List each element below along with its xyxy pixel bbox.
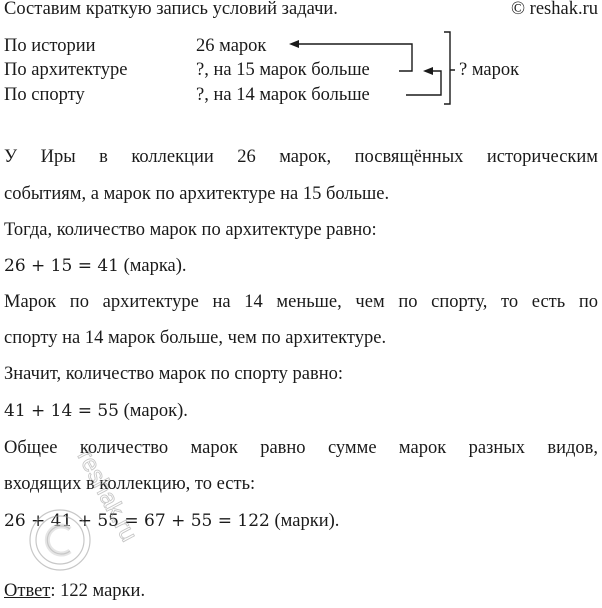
total-brace: [444, 32, 455, 104]
equation-architecture-unit: (марка).: [119, 256, 187, 276]
total-unknown-label: ? марок: [459, 60, 520, 80]
equation-total: [4, 510, 598, 532]
solution-p1-line1: У Иры в коллекции 26 марок, посвящённых историческим: [4, 147, 598, 167]
watermark-text: reshak.ru: [71, 445, 143, 547]
solution-p3-line2: спорту на 14 марок больше, чем по архитектуре.: [4, 328, 387, 348]
equation-total-unit: (марки).: [269, 511, 340, 531]
intro-heading: Составим краткую запись условий задачи.: [4, 0, 338, 19]
answer-label: Ответ: [4, 581, 51, 601]
row-value-sport: ?, на 14 марок больше: [196, 85, 370, 105]
arrowhead-2-icon: [423, 67, 433, 75]
answer-value: : 122 марки.: [50, 581, 146, 601]
arrow-sport-to-architecture: [406, 71, 441, 95]
equation-architecture-math: 26 + 15 = 41: [4, 256, 119, 276]
equation-sport-math: 41 + 14 = 55: [4, 401, 119, 421]
equation-total-math: 26 + 41 + 55 = 67 + 55 = 122: [4, 511, 270, 531]
equation-architecture: [4, 255, 598, 277]
row-value-architecture: ?, на 15 марок больше: [196, 60, 370, 80]
row-label-architecture: По архитектуре: [4, 60, 128, 80]
row-label-sport: По спорту: [4, 85, 85, 105]
equation-sport: [4, 400, 598, 422]
row-value-history: 26 марок: [196, 36, 267, 56]
row-label-history: По истории: [4, 36, 96, 56]
solution-p5-line2: входящих в коллекцию, то есть:: [4, 474, 256, 494]
solution-p2: Тогда, количество марок по архитектуре равно:: [4, 220, 377, 240]
solution-p3-line1: Марок по архитектуре на 14 меньше, чем по спорту, то есть по: [4, 292, 598, 312]
answer-line: [4, 580, 598, 602]
equation-sport-unit: (марок).: [119, 401, 188, 421]
solution-p5-line1: Общее количество марок равно сумме марок разных видов,: [4, 438, 598, 458]
copyright-label: © reshak.ru: [511, 0, 598, 19]
arrowhead-1-icon: [289, 40, 299, 48]
solution-p4: Значит, количество марок по спорту равно:: [4, 364, 343, 384]
arrow-architecture-to-history: [297, 44, 412, 71]
solution-p1-line2: событиям, а марок по архитектуре на 15 больше.: [4, 184, 390, 204]
